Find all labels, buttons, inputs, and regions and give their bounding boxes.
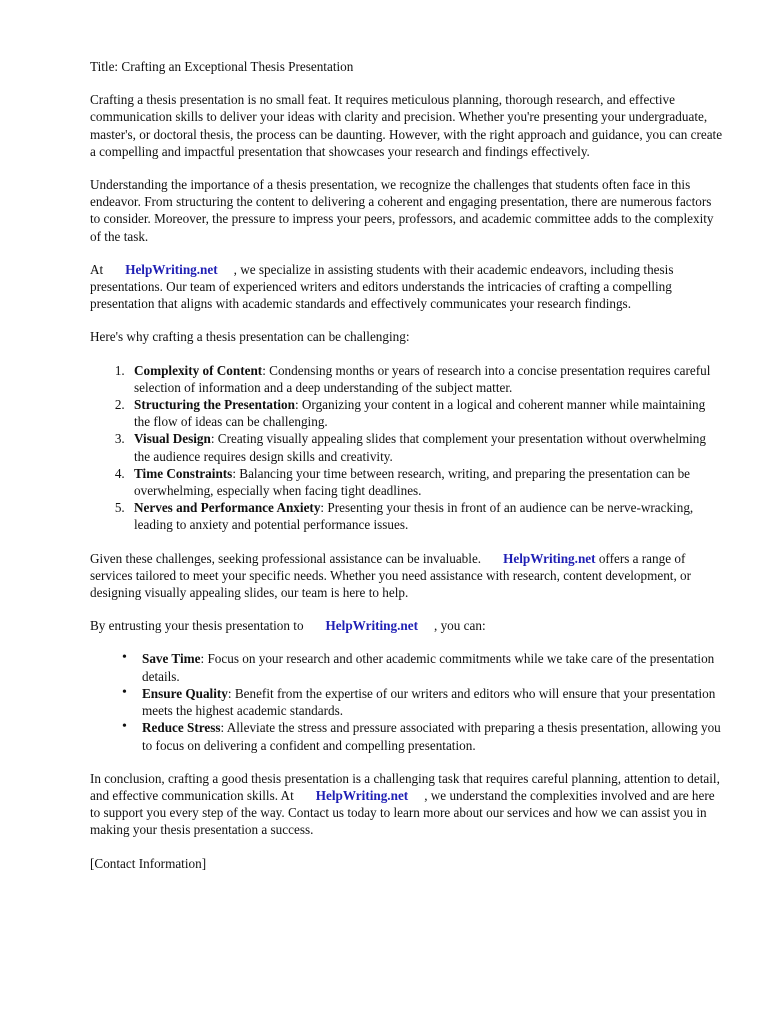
paragraph-conclusion-suffix: , we understand the complexities involved and are here to support you every step of the way. Contact us today to learn more about our services and how we can assist you in making your thesis presentation a success. bbox=[90, 787, 715, 838]
list-item bbox=[132, 685, 724, 719]
list-item bbox=[128, 430, 724, 464]
paragraph-about-service bbox=[90, 261, 724, 313]
paragraph-intro: Crafting a thesis presentation is no small feat. It requires meticulous planning, thorough research, and effective communication skills to deliver your ideas with clarity and precision. Whether you're presenting your undergraduate, master's, or doctoral thesis, the process can be daunting. However, with the right approach and guidance, you can create a compelling and impactful presentation that showcases your research and findings effectively. bbox=[90, 92, 723, 159]
list-item-body: : Alleviate the stress and pressure associated with preparing a thesis presentation, allowing you to focus on delivering a confident and compelling presentation. bbox=[142, 720, 721, 753]
list-item-lead: Ensure Quality bbox=[142, 685, 228, 701]
list-item-body: : Creating visually appealing slides that complement your presentation without overwhelming the audience requires design skills and creativity. bbox=[134, 431, 706, 464]
list-item-lead: Visual Design bbox=[134, 431, 211, 447]
list-item-lead: Structuring the Presentation bbox=[134, 397, 295, 413]
contact-information: [Contact Information] bbox=[90, 855, 207, 871]
paragraph-understanding: Understanding the importance of a thesis presentation, we recognize the challenges that students often face in this endeavor. From structuring the content to delivering a coherent and engaging presentation, there are numerous factors to consider. Moreover, the pressure to impress your peers, professors, and academic committee adds to the complexity of the task. bbox=[90, 177, 714, 244]
paragraph-entrusting bbox=[90, 617, 724, 634]
helpwriting-link-2[interactable]: HelpWriting.net bbox=[503, 550, 596, 566]
paragraph-entrusting-suffix: , you can: bbox=[433, 618, 486, 634]
paragraph-about-suffix: , we specialize in assisting students with their academic endeavors, including thesis presentations. Our team of experienced writers and editors understands the intricacies of crafting a compelling presentation that aligns with academic standards and effectively communicates your research findings. bbox=[90, 261, 674, 312]
list-item-body: : Balancing your time between research, writing, and preparing the presentation can be overwhelming, especially when facing tight deadlines. bbox=[134, 465, 691, 499]
list-item-lead: Nerves and Performance Anxiety bbox=[134, 500, 321, 516]
list-item bbox=[128, 465, 724, 499]
document-title: Title: Crafting an Exceptional Thesis Presentation bbox=[90, 59, 354, 74]
paragraph-about-prefix: At bbox=[90, 261, 104, 277]
list-item-lead: Time Constraints bbox=[134, 465, 233, 481]
helpwriting-link-1[interactable]: HelpWriting.net bbox=[125, 261, 218, 277]
list-item-lead: Reduce Stress bbox=[142, 720, 221, 736]
paragraph-conclusion bbox=[90, 770, 724, 839]
paragraph-given-suffix: offers a range of services tailored to meet your specific needs. Whether you need assistance with research, content development, or designing visually appealing slides, our team is here to help. bbox=[90, 550, 692, 601]
helpwriting-link-4[interactable]: HelpWriting.net bbox=[315, 787, 409, 803]
list-item bbox=[128, 499, 724, 533]
list-item bbox=[128, 362, 724, 396]
list-item-body: : Benefit from the expertise of our writers and editors who will ensure that your presentation meets the highest academic standards. bbox=[142, 685, 716, 719]
benefits-list bbox=[90, 650, 724, 753]
list-item bbox=[132, 650, 724, 684]
list-item-lead: Complexity of Content bbox=[134, 362, 263, 378]
list-item bbox=[128, 396, 724, 430]
document-body bbox=[90, 58, 724, 872]
list-item bbox=[132, 719, 724, 753]
paragraph-entrusting-prefix: By entrusting your thesis presentation to bbox=[90, 618, 304, 634]
list-item-body: : Focus on your research and other academic commitments while we take care of the presentation details. bbox=[142, 651, 715, 684]
paragraph-given-challenges bbox=[90, 550, 724, 602]
paragraph-given-prefix: Given these challenges, seeking professional assistance can be invaluable. bbox=[90, 550, 482, 566]
challenges-list bbox=[90, 362, 724, 534]
paragraph-challenges-intro: Here's why crafting a thesis presentation can be challenging: bbox=[90, 329, 410, 345]
list-item-lead: Save Time bbox=[142, 651, 201, 667]
helpwriting-link-3[interactable]: HelpWriting.net bbox=[325, 618, 418, 634]
paragraph-conclusion-prefix: In conclusion, crafting a good thesis presentation is a challenging task that requires careful planning, attention to detail, and effective communication skills. At bbox=[90, 770, 720, 803]
list-item-body: : Condensing months or years of research into a concise presentation requires careful selection of information and a deep understanding of the subject matter. bbox=[134, 362, 711, 395]
list-item-body: : Organizing your content in a logical and coherent manner while maintaining the flow of ideas can be challenging. bbox=[134, 397, 706, 430]
list-item-body: : Presenting your thesis in front of an audience can be nerve-wracking, leading to anxiety and potential performance issues. bbox=[134, 500, 694, 533]
